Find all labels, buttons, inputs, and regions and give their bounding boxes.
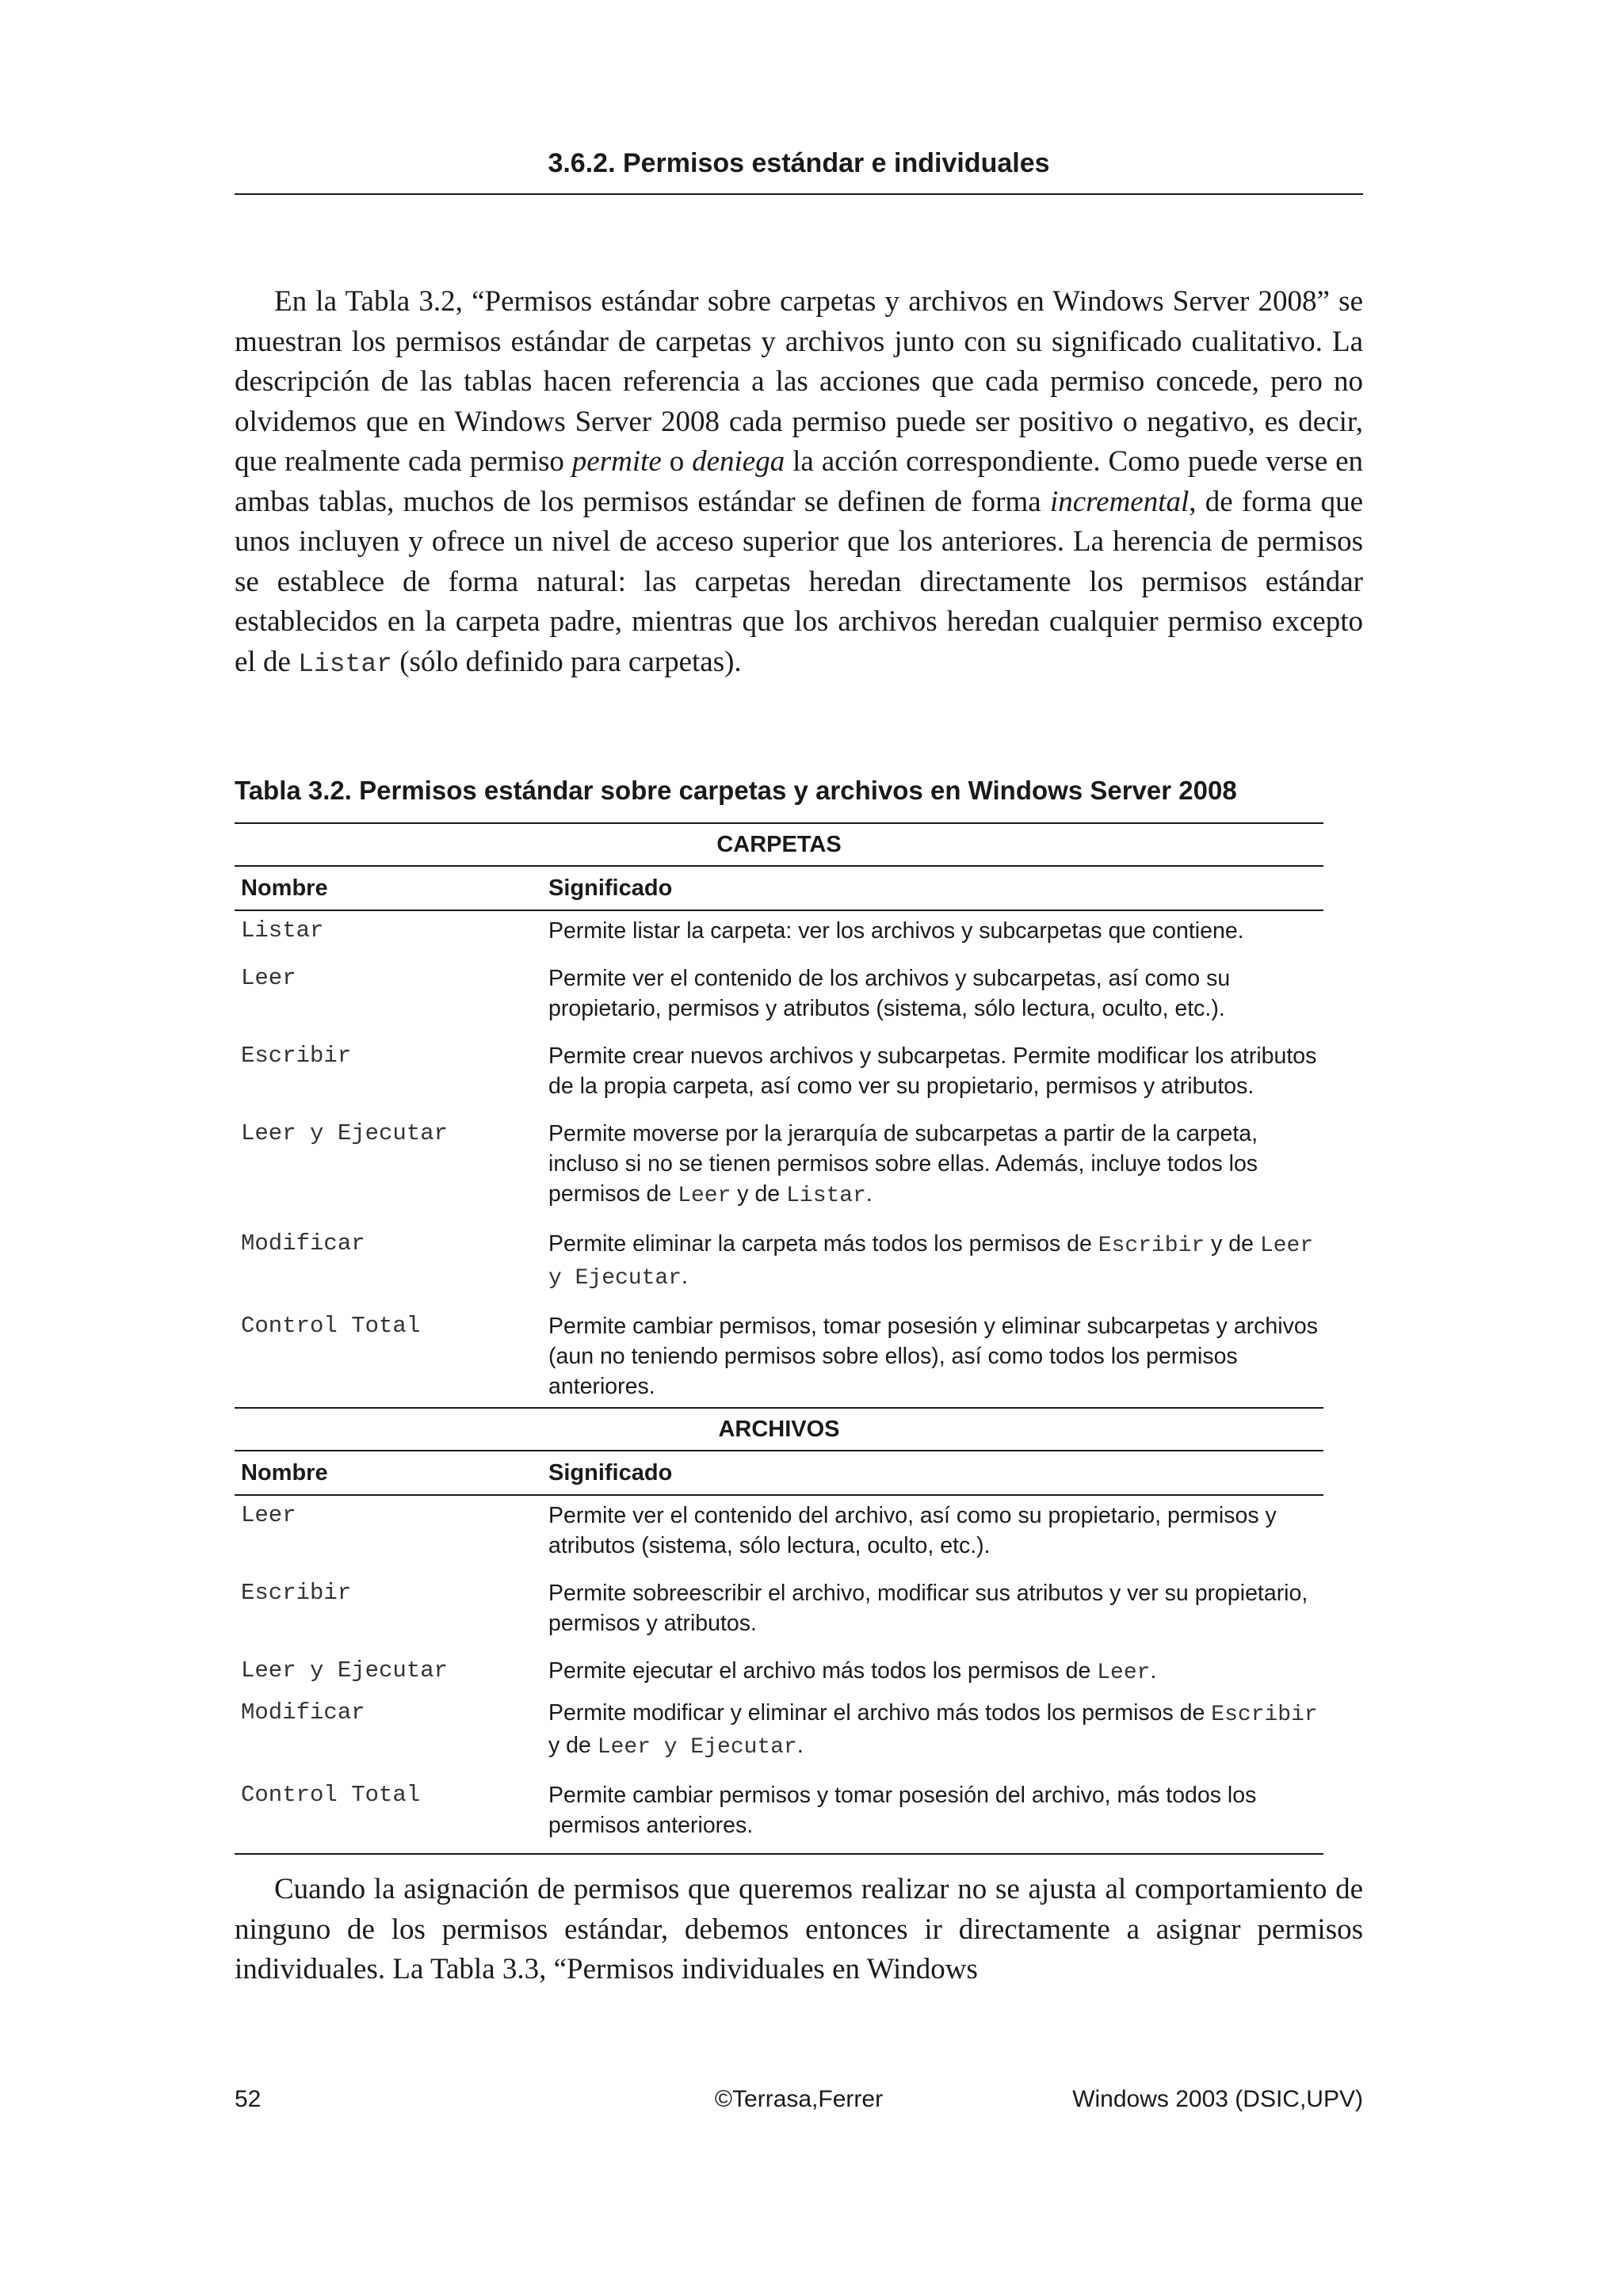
intro-text-4: , de forma que unos incluyen y ofrece un nivel de acceso superior que los anteriores. La herencia de permisos se establece de forma natural: las carpetas heredan directamente los permisos estándar establecidos en la carpeta padre, mientras que los archivos heredan cualquier permiso excepto el de [235,485,1363,678]
permission-description: Permite moverse por la jerarquía de subcarpetas a partir de la carpeta, incluso si no se tienen permisos sobre ellas. Además, incluye todos los permisos de Leer y de Listar. [548,1121,1258,1208]
footer-copyright: ©Terrasa,Ferrer [714,2086,884,2112]
table-row [235,1036,1323,1114]
inline-code: Escribir [1211,1703,1318,1727]
permission-name: Control Total [241,1782,421,1808]
intro-text-3: la acción correspondiente. Como puede verse en ambas tablas, muchos de los permisos estándar se definen de forma [235,445,1363,518]
inline-code: Listar [786,1184,866,1208]
section-title: 3.6.2. Permisos estándar e individuales [548,148,1050,178]
permission-description: Permite ver el contenido del archivo, así como su propietario, permisos y atributos (sistema, sólo lectura, oculto, etc.). [548,1503,1277,1558]
running-header [235,146,1363,195]
files-section-title: ARCHIVOS [235,1407,1323,1451]
outro-text: Cuando la asignación de permisos que queremos realizar no se ajusta al comportamiento de ninguno de los permisos estándar, debemos entonces ir directamente a asignar permisos individuales. La Tabla 3.3, “Permisos individuales en Windows [235,1873,1363,1985]
table-row [235,1693,1323,1775]
intro-emphasis-deniega: deniega [692,445,785,478]
permission-name: Leer [241,965,296,991]
table-caption: Tabla 3.2. Permisos estándar sobre carpetas y archivos en Windows Server 2008 [235,776,1237,805]
files-table [235,1407,1323,1855]
permission-name: Modificar [241,1230,365,1257]
inline-code: Escribir [1098,1234,1205,1258]
page-number: 52 [235,2086,262,2112]
inline-code: Leer y Ejecutar [548,1234,1314,1291]
table-row [235,1573,1323,1651]
table-row [235,1114,1323,1224]
intro-text-5: (sólo definido para carpetas). [391,645,742,678]
permission-name: Leer y Ejecutar [241,1657,449,1684]
folders-table [235,822,1323,1414]
permission-description: Permite ejecutar el archivo más todos los permisos de Leer. [548,1658,1157,1685]
outro-paragraph [235,1870,1363,1990]
inline-code: Leer y Ejecutar [597,1735,797,1760]
permission-description: Permite sobreescribir el archivo, modificar sus atributos y ver su propietario, permisos y atributos. [548,1581,1308,1636]
permission-name: Leer [241,1502,296,1528]
intro-text-1: En la Tabla 3.2, “Permisos estándar sobre carpetas y archivos en Windows Server 2008” se muestran los permisos estándar de carpetas y archivos junto con su significado cualitativo. La descripción de las tablas hacen referencia a las acciones que cada permiso concede, pero no olvidemos que en Windows Server 2008 cada permiso puede ser positivo o negativo, es decir, que realmente cada permiso [235,285,1363,478]
table-row [235,911,1323,959]
table-row [235,1775,1323,1853]
table-row [235,1651,1323,1693]
permission-name: Escribir [241,1580,352,1606]
files-header-row [235,1451,1323,1496]
permission-name: Modificar [241,1699,365,1726]
table-row [235,1224,1323,1306]
permission-name: Leer y Ejecutar [241,1120,449,1146]
permission-description: Permite cambiar permisos, tomar posesión y eliminar subcarpetas y archivos (aun no teniendo permisos sobre ellos), así como todos los permisos anteriores. [548,1314,1318,1399]
permission-description: Permite cambiar permisos y tomar posesión del archivo, más todos los permisos anteriores. [548,1783,1257,1838]
table-row [235,1496,1323,1573]
intro-text-2: o [661,445,693,478]
permission-description: Permite eliminar la carpeta más todos los permisos de Escribir y de Leer y Ejecutar. [548,1231,1314,1291]
folders-header-row [235,867,1323,911]
table-row [235,1306,1323,1414]
permission-description: Permite listar la carpeta: ver los archivos y subcarpetas que contiene. [548,918,1244,944]
table-row [235,959,1323,1036]
permission-name: Escribir [241,1043,352,1069]
intro-paragraph [235,282,1363,685]
permission-name: Listar [241,917,324,944]
column-header-name: Nombre [241,1459,328,1486]
intro-emphasis-permite: permite [571,445,662,478]
permission-description: Permite crear nuevos archivos y subcarpetas. Permite modificar los atributos de la propia carpeta, así como ver su propietario, permisos y atributos. [548,1043,1317,1099]
intro-emphasis-incremental: incremental [1049,485,1190,518]
intro-code-listar: Listar [298,649,392,679]
permission-description: Permite ver el contenido de los archivos y subcarpetas, así como su propietario, permisos y atributos (sistema, sólo lectura, oculto, etc.). [548,966,1231,1021]
column-header-name: Nombre [241,875,328,901]
folders-section-title: CARPETAS [235,822,1323,867]
permission-name: Control Total [241,1313,421,1339]
inline-code: Leer [1097,1661,1151,1685]
column-header-meaning: Significado [548,875,673,901]
page-footer [235,2082,1363,2117]
permission-description: Permite modificar y eliminar el archivo más todos los permisos de Escribir y de Leer y Ejecutar. [548,1700,1318,1760]
table-bottom-rule [235,1853,1323,1855]
column-header-meaning: Significado [548,1459,673,1486]
inline-code: Leer [678,1184,731,1208]
footer-book-title: Windows 2003 (DSIC,UPV) [1072,2086,1363,2112]
